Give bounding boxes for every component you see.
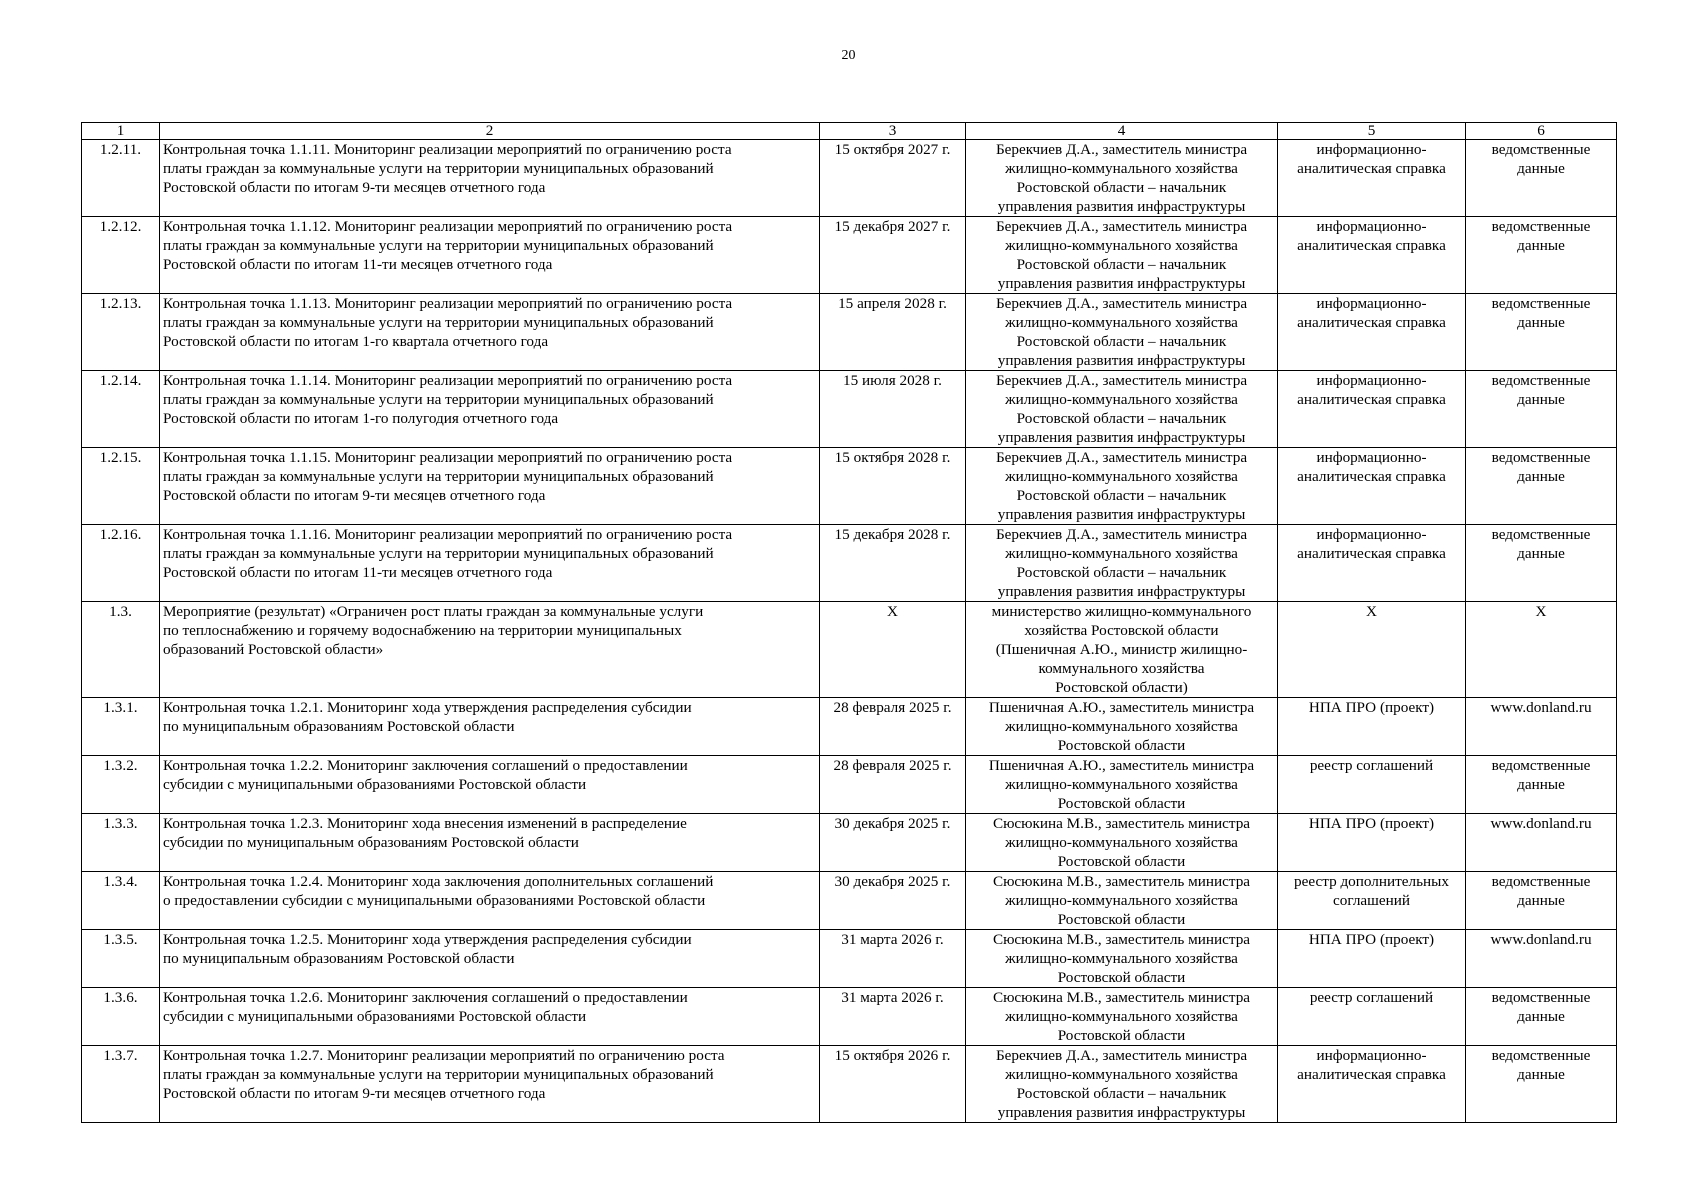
row-number: 1.2.12.	[82, 217, 160, 294]
responsible-line: жилищно-коммунального хозяйства	[1005, 468, 1238, 485]
confirming-document	[1278, 217, 1466, 294]
description-line: образований Ростовской области»	[163, 641, 384, 658]
document-line: информационно-	[1316, 372, 1427, 389]
responsible-line: жилищно-коммунального хозяйства	[1005, 1008, 1238, 1025]
responsible-line: Ростовской области – начальник	[1016, 564, 1227, 581]
responsible-person	[966, 756, 1278, 814]
event-description	[160, 698, 820, 756]
document-line: аналитическая справка	[1297, 545, 1446, 562]
document-line: информационно-	[1316, 449, 1427, 466]
information-source	[1466, 1046, 1617, 1123]
table-row	[82, 140, 1617, 217]
description-line: платы граждан за коммунальные услуги на территории муниципальных образований	[163, 1066, 714, 1083]
description-line: Контрольная точка 1.1.13. Мониторинг реализации мероприятий по ограничению роста	[163, 295, 733, 312]
source-line: данные	[1517, 314, 1565, 331]
description-line: Контрольная точка 1.2.4. Мониторинг хода заключения дополнительных соглашений	[163, 873, 714, 890]
information-source	[1466, 371, 1617, 448]
responsible-person	[966, 294, 1278, 371]
event-description	[160, 756, 820, 814]
responsible-line: жилищно-коммунального хозяйства	[1005, 892, 1238, 909]
source-line: ведомственные	[1491, 141, 1591, 158]
event-description	[160, 294, 820, 371]
responsible-line: Пшеничная А.Ю., заместитель министра	[988, 699, 1255, 716]
confirming-document	[1278, 698, 1466, 756]
row-number: 1.2.14.	[82, 371, 160, 448]
deadline-date: 30 декабря 2025 г.	[820, 872, 966, 930]
responsible-line: жилищно-коммунального хозяйства	[1005, 545, 1238, 562]
table-row	[82, 294, 1617, 371]
responsible-line: министерство жилищно-коммунального	[991, 603, 1252, 620]
responsible-line: жилищно-коммунального хозяйства	[1005, 314, 1238, 331]
responsible-person	[966, 1046, 1278, 1123]
table-body	[82, 140, 1617, 1123]
source-line: данные	[1517, 468, 1565, 485]
information-source	[1466, 698, 1617, 756]
responsible-line: Сюсюкина М.В., заместитель министра	[992, 989, 1251, 1006]
column-header: 3	[820, 123, 966, 140]
deadline-date: 15 октября 2028 г.	[820, 448, 966, 525]
document-line: информационно-	[1316, 218, 1427, 235]
information-source	[1466, 140, 1617, 217]
document-line: реестр соглашений	[1309, 757, 1434, 774]
source-line: ведомственные	[1491, 873, 1591, 890]
responsible-line: жилищно-коммунального хозяйства	[1005, 776, 1238, 793]
responsible-line: управления развития инфраструктуры	[997, 1104, 1246, 1121]
confirming-document	[1278, 814, 1466, 872]
description-line: субсидии с муниципальными образованиями Ростовской области	[163, 776, 587, 793]
confirming-document	[1278, 930, 1466, 988]
column-number-row	[82, 123, 1617, 140]
document-line: аналитическая справка	[1297, 468, 1446, 485]
deadline-date: 31 марта 2026 г.	[820, 930, 966, 988]
document-line: аналитическая справка	[1297, 314, 1446, 331]
confirming-document	[1278, 1046, 1466, 1123]
source-line: ведомственные	[1491, 372, 1591, 389]
responsible-line: управления развития инфраструктуры	[997, 506, 1246, 523]
document-line: НПА ПРО (проект)	[1308, 931, 1435, 948]
responsible-line: Сюсюкина М.В., заместитель министра	[992, 931, 1251, 948]
row-number: 1.2.13.	[82, 294, 160, 371]
responsible-line: (Пшеничная А.Ю., министр жилищно-	[995, 641, 1248, 658]
document-line: аналитическая справка	[1297, 237, 1446, 254]
table-row	[82, 1046, 1617, 1123]
event-description	[160, 988, 820, 1046]
table-row	[82, 525, 1617, 602]
responsible-line: Ростовской области – начальник	[1016, 256, 1227, 273]
deadline-date: 31 марта 2026 г.	[820, 988, 966, 1046]
column-header: 4	[966, 123, 1278, 140]
deadline-date: 28 февраля 2025 г.	[820, 756, 966, 814]
responsible-line: Берекчиев Д.А., заместитель министра	[995, 449, 1248, 466]
document-line: Х	[1366, 603, 1377, 620]
responsible-line: управления развития инфраструктуры	[997, 275, 1246, 292]
event-description	[160, 140, 820, 217]
responsible-line: управления развития инфраструктуры	[997, 352, 1246, 369]
confirming-document	[1278, 140, 1466, 217]
responsible-person	[966, 930, 1278, 988]
event-description	[160, 525, 820, 602]
information-source	[1466, 217, 1617, 294]
description-line: Контрольная точка 1.1.16. Мониторинг реализации мероприятий по ограничению роста	[163, 526, 733, 543]
table-row	[82, 448, 1617, 525]
responsible-line: Ростовской области	[1057, 911, 1186, 928]
responsible-line: Сюсюкина М.В., заместитель министра	[992, 815, 1251, 832]
row-number: 1.3.4.	[82, 872, 160, 930]
responsible-person	[966, 371, 1278, 448]
description-line: Контрольная точка 1.1.12. Мониторинг реализации мероприятий по ограничению роста	[163, 218, 733, 235]
responsible-line: Пшеничная А.Ю., заместитель министра	[988, 757, 1255, 774]
responsible-line: управления развития инфраструктуры	[997, 429, 1246, 446]
responsible-line: управления развития инфраструктуры	[997, 198, 1246, 215]
row-number: 1.3.2.	[82, 756, 160, 814]
deadline-date: 28 февраля 2025 г.	[820, 698, 966, 756]
source-line: ведомственные	[1491, 295, 1591, 312]
source-line: данные	[1517, 1066, 1565, 1083]
document-line: реестр дополнительных	[1294, 873, 1449, 890]
description-line: Контрольная точка 1.2.1. Мониторинг хода утверждения распределения субсидии	[163, 699, 692, 716]
responsible-line: жилищно-коммунального хозяйства	[1005, 391, 1238, 408]
event-description	[160, 217, 820, 294]
source-line: www.donland.ru	[1490, 815, 1592, 832]
description-line: платы граждан за коммунальные услуги на территории муниципальных образований	[163, 468, 714, 485]
information-source	[1466, 756, 1617, 814]
document-line: аналитическая справка	[1297, 160, 1446, 177]
row-number: 1.3.6.	[82, 988, 160, 1046]
responsible-line: управления развития инфраструктуры	[997, 583, 1246, 600]
control-points-table	[81, 122, 1617, 1123]
confirming-document	[1278, 756, 1466, 814]
source-line: данные	[1517, 237, 1565, 254]
table-row	[82, 756, 1617, 814]
document-line: информационно-	[1316, 1047, 1427, 1064]
source-line: Х	[1535, 603, 1547, 620]
document-line: информационно-	[1316, 295, 1427, 312]
responsible-line: Ростовской области)	[1055, 679, 1188, 696]
responsible-line: Берекчиев Д.А., заместитель министра	[995, 295, 1248, 312]
responsible-line: жилищно-коммунального хозяйства	[1005, 237, 1238, 254]
description-line: Ростовской области по итогам 1-го квартала отчетного года	[163, 333, 549, 350]
confirming-document	[1278, 602, 1466, 698]
responsible-line: Ростовской области	[1057, 969, 1186, 986]
description-line: платы граждан за коммунальные услуги на территории муниципальных образований	[163, 237, 714, 254]
information-source	[1466, 602, 1617, 698]
responsible-line: Ростовской области	[1057, 795, 1186, 812]
description-line: Мероприятие (результат) «Ограничен рост платы граждан за коммунальные услуги	[163, 603, 704, 620]
responsible-line: Ростовской области	[1057, 1027, 1186, 1044]
description-line: платы граждан за коммунальные услуги на территории муниципальных образований	[163, 391, 714, 408]
document-line: информационно-	[1316, 141, 1427, 158]
confirming-document	[1278, 371, 1466, 448]
responsible-person	[966, 814, 1278, 872]
source-line: ведомственные	[1491, 757, 1591, 774]
deadline-date: 15 апреля 2028 г.	[820, 294, 966, 371]
source-line: ведомственные	[1491, 449, 1591, 466]
responsible-line: жилищно-коммунального хозяйства	[1005, 834, 1238, 851]
row-number: 1.2.11.	[82, 140, 160, 217]
deadline-date: 30 декабря 2025 г.	[820, 814, 966, 872]
information-source	[1466, 872, 1617, 930]
source-line: ведомственные	[1491, 1047, 1591, 1064]
description-line: Ростовской области по итогам 11-ти месяцев отчетного года	[163, 564, 553, 581]
description-line: субсидии по муниципальным образованиям Ростовской области	[163, 834, 579, 851]
source-line: данные	[1517, 391, 1565, 408]
description-line: Ростовской области по итогам 9-ти месяцев отчетного года	[163, 487, 546, 504]
page-number: 20	[841, 48, 856, 63]
event-description	[160, 930, 820, 988]
source-line: данные	[1517, 776, 1565, 793]
document-line: информационно-	[1316, 526, 1427, 543]
responsible-person	[966, 217, 1278, 294]
responsible-line: Ростовской области	[1057, 853, 1186, 870]
description-line: по муниципальным образованиям Ростовской области	[163, 950, 515, 967]
source-line: ведомственные	[1491, 989, 1591, 1006]
responsible-line: Ростовской области – начальник	[1016, 410, 1227, 427]
confirming-document	[1278, 448, 1466, 525]
row-number: 1.3.7.	[82, 1046, 160, 1123]
responsible-line: Берекчиев Д.А., заместитель министра	[995, 526, 1248, 543]
description-line: платы граждан за коммунальные услуги на территории муниципальных образований	[163, 314, 714, 331]
table-row	[82, 217, 1617, 294]
responsible-line: Берекчиев Д.А., заместитель министра	[995, 372, 1248, 389]
source-line: данные	[1517, 892, 1565, 909]
description-line: Ростовской области по итогам 11-ти месяцев отчетного года	[163, 256, 553, 273]
event-description	[160, 814, 820, 872]
responsible-person	[966, 988, 1278, 1046]
confirming-document	[1278, 525, 1466, 602]
responsible-line: жилищно-коммунального хозяйства	[1005, 160, 1238, 177]
responsible-line: Ростовской области – начальник	[1016, 487, 1227, 504]
source-line: www.donland.ru	[1490, 699, 1592, 716]
confirming-document	[1278, 988, 1466, 1046]
document-line: НПА ПРО (проект)	[1308, 699, 1435, 716]
event-description	[160, 1046, 820, 1123]
responsible-person	[966, 448, 1278, 525]
description-line: платы граждан за коммунальные услуги на территории муниципальных образований	[163, 160, 714, 177]
event-description	[160, 602, 820, 698]
document-line: реестр соглашений	[1309, 989, 1434, 1006]
description-line: Ростовской области по итогам 1-го полугодия отчетного года	[163, 410, 559, 427]
information-source	[1466, 930, 1617, 988]
event-description	[160, 371, 820, 448]
deadline-date: 15 июля 2028 г.	[820, 371, 966, 448]
information-source	[1466, 988, 1617, 1046]
responsible-line: Берекчиев Д.А., заместитель министра	[995, 218, 1248, 235]
description-line: Ростовской области по итогам 9-ти месяцев отчетного года	[163, 179, 546, 196]
responsible-line: Ростовской области	[1057, 737, 1186, 754]
description-line: Контрольная точка 1.2.7. Мониторинг реализации мероприятий по ограничению роста	[163, 1047, 725, 1064]
responsible-line: Ростовской области – начальник	[1016, 1085, 1227, 1102]
responsible-line: Берекчиев Д.А., заместитель министра	[995, 1047, 1248, 1064]
description-line: по теплоснабжению и горячему водоснабжению на территории муниципальных	[163, 622, 682, 639]
column-header: 5	[1278, 123, 1466, 140]
row-number: 1.3.5.	[82, 930, 160, 988]
responsible-person	[966, 602, 1278, 698]
responsible-line: жилищно-коммунального хозяйства	[1005, 950, 1238, 967]
table-row	[82, 371, 1617, 448]
deadline-date: Х	[820, 602, 966, 698]
information-source	[1466, 294, 1617, 371]
deadline-date: 15 октября 2027 г.	[820, 140, 966, 217]
responsible-line: жилищно-коммунального хозяйства	[1005, 1066, 1238, 1083]
source-line: www.donland.ru	[1490, 931, 1592, 948]
information-source	[1466, 525, 1617, 602]
source-line: ведомственные	[1491, 526, 1591, 543]
responsible-line: Берекчиев Д.А., заместитель министра	[995, 141, 1248, 158]
document-line: соглашений	[1333, 892, 1410, 909]
description-line: Контрольная точка 1.2.2. Мониторинг заключения соглашений о предоставлении	[163, 757, 688, 774]
information-source	[1466, 814, 1617, 872]
source-line: данные	[1517, 545, 1565, 562]
responsible-person	[966, 140, 1278, 217]
document-line: аналитическая справка	[1297, 1066, 1446, 1083]
description-line: Контрольная точка 1.2.3. Мониторинг хода внесения изменений в распределение	[163, 815, 687, 832]
row-number: 1.2.16.	[82, 525, 160, 602]
description-line: платы граждан за коммунальные услуги на территории муниципальных образований	[163, 545, 714, 562]
column-header: 1	[82, 123, 160, 140]
column-header: 6	[1466, 123, 1617, 140]
table-row	[82, 602, 1617, 698]
responsible-person	[966, 525, 1278, 602]
document-line: НПА ПРО (проект)	[1308, 815, 1435, 832]
description-line: о предоставлении субсидии с муниципальными образованиями Ростовской области	[163, 892, 706, 909]
responsible-line: хозяйства Ростовской области	[1024, 622, 1219, 639]
description-line: по муниципальным образованиям Ростовской области	[163, 718, 515, 735]
responsible-person	[966, 698, 1278, 756]
table-row	[82, 814, 1617, 872]
description-line: Контрольная точка 1.2.6. Мониторинг заключения соглашений о предоставлении	[163, 989, 688, 1006]
information-source	[1466, 448, 1617, 525]
deadline-date: 15 октября 2026 г.	[820, 1046, 966, 1123]
description-line: Контрольная точка 1.1.14. Мониторинг реализации мероприятий по ограничению роста	[163, 372, 733, 389]
event-description	[160, 448, 820, 525]
confirming-document	[1278, 294, 1466, 371]
responsible-person	[966, 872, 1278, 930]
event-description	[160, 872, 820, 930]
table-row	[82, 930, 1617, 988]
source-line: ведомственные	[1491, 218, 1591, 235]
table-row	[82, 872, 1617, 930]
deadline-date: 15 декабря 2028 г.	[820, 525, 966, 602]
responsible-line: Сюсюкина М.В., заместитель министра	[992, 873, 1251, 890]
description-line: Контрольная точка 1.1.15. Мониторинг реализации мероприятий по ограничению роста	[163, 449, 733, 466]
deadline-date: 15 декабря 2027 г.	[820, 217, 966, 294]
responsible-line: Ростовской области – начальник	[1016, 179, 1227, 196]
table-row	[82, 988, 1617, 1046]
confirming-document	[1278, 872, 1466, 930]
description-line: субсидии с муниципальными образованиями Ростовской области	[163, 1008, 587, 1025]
row-number: 1.3.	[82, 602, 160, 698]
table-row	[82, 698, 1617, 756]
document-line: аналитическая справка	[1297, 391, 1446, 408]
source-line: данные	[1517, 160, 1565, 177]
column-header: 2	[160, 123, 820, 140]
responsible-line: жилищно-коммунального хозяйства	[1005, 718, 1238, 735]
row-number: 1.2.15.	[82, 448, 160, 525]
row-number: 1.3.1.	[82, 698, 160, 756]
description-line: Контрольная точка 1.1.11. Мониторинг реализации мероприятий по ограничению роста	[163, 141, 732, 158]
responsible-line: коммунального хозяйства	[1038, 660, 1205, 677]
responsible-line: Ростовской области – начальник	[1016, 333, 1227, 350]
source-line: данные	[1517, 1008, 1565, 1025]
description-line: Ростовской области по итогам 9-ти месяцев отчетного года	[163, 1085, 546, 1102]
description-line: Контрольная точка 1.2.5. Мониторинг хода утверждения распределения субсидии	[163, 931, 692, 948]
row-number: 1.3.3.	[82, 814, 160, 872]
